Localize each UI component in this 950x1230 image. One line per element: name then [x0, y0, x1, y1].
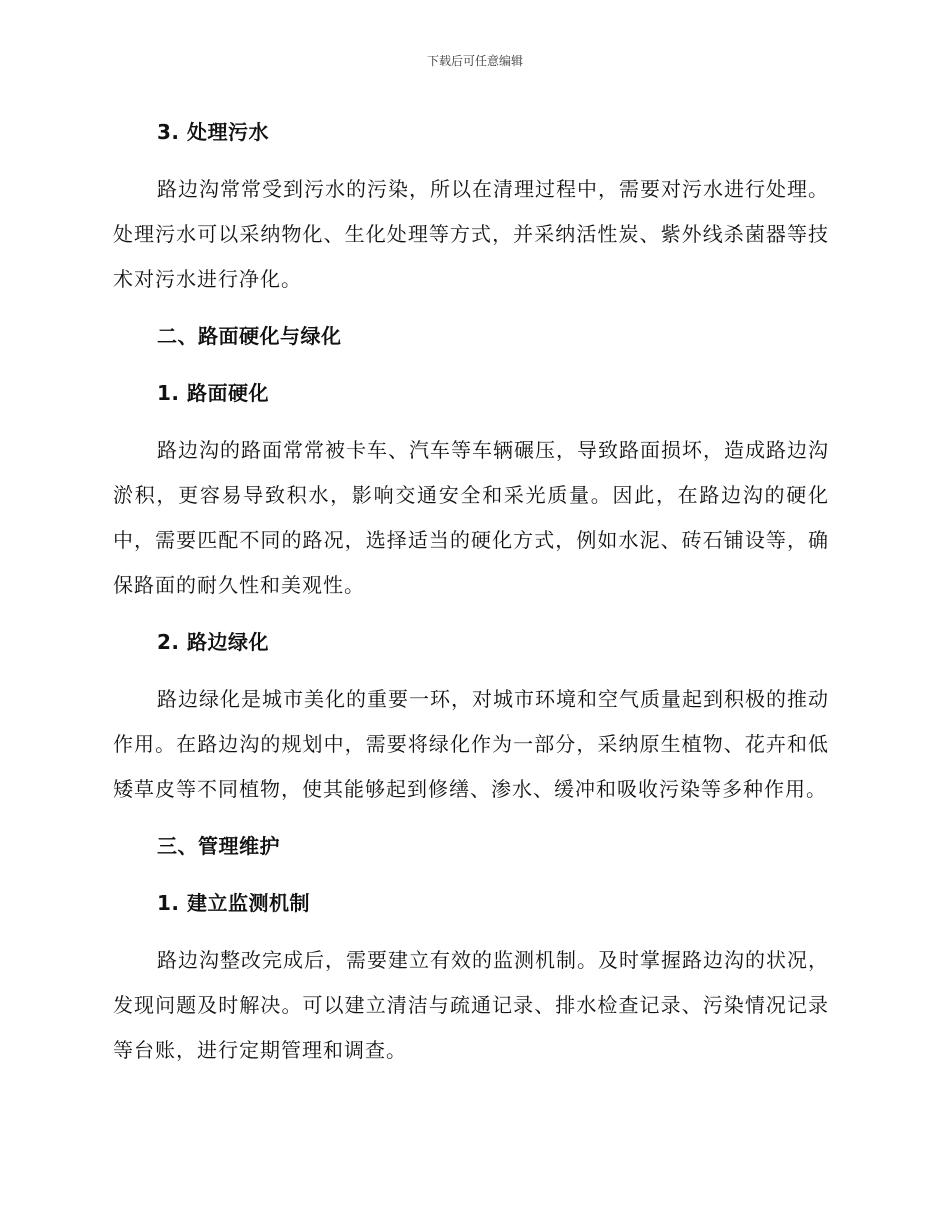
paragraph-road-hardening: 路边沟的路面常常被卡车、汽车等车辆碾压，导致路面损坏，造成路边沟淤积，更容易导致积水，影响交通安全和采光质量。因此，在路边沟的硬化中，需要匹配不同的路况，选择适当的硬化方式，例如水泥、砖石铺设等，确保路面的耐久性和美观性。 — [113, 438, 829, 597]
heading-treat-sewage: 3. 处理污水 — [157, 120, 269, 144]
paragraph-monitoring: 路边沟整改完成后，需要建立有效的监测机制。及时掌握路边沟的状况，发现问题及时解决。可以建立清洁与疏通记录、排水检查记录、污染情况记录等台账，进行定期管理和调查。 — [113, 948, 829, 1062]
heading-hardening-greening: 二、路面硬化与绿化 — [157, 324, 342, 348]
heading-road-hardening: 1. 路面硬化 — [157, 381, 269, 405]
heading-management: 三、管理维护 — [157, 834, 280, 858]
paragraph-roadside-greening: 路边绿化是城市美化的重要一环，对城市环境和空气质量起到积极的推动作用。在路边沟的规划中，需要将绿化作为一部分，采纳原生植物、花卉和低矮草皮等不同植物，使其能够起到修缮、渗水、缓冲和吸收污染等多种作用。 — [113, 687, 829, 801]
page-header-note: 下载后可任意编辑 — [426, 54, 523, 68]
heading-roadside-greening: 2. 路边绿化 — [157, 630, 269, 654]
heading-monitoring: 1. 建立监测机制 — [157, 891, 310, 915]
document-body — [113, 110, 829, 1073]
paragraph-treat-sewage: 路边沟常常受到污水的污染，所以在清理过程中，需要对污水进行处理。处理污水可以采纳物化、生化处理等方式，并采纳活性炭、紫外线杀菌器等技术对污水进行净化。 — [113, 177, 829, 291]
